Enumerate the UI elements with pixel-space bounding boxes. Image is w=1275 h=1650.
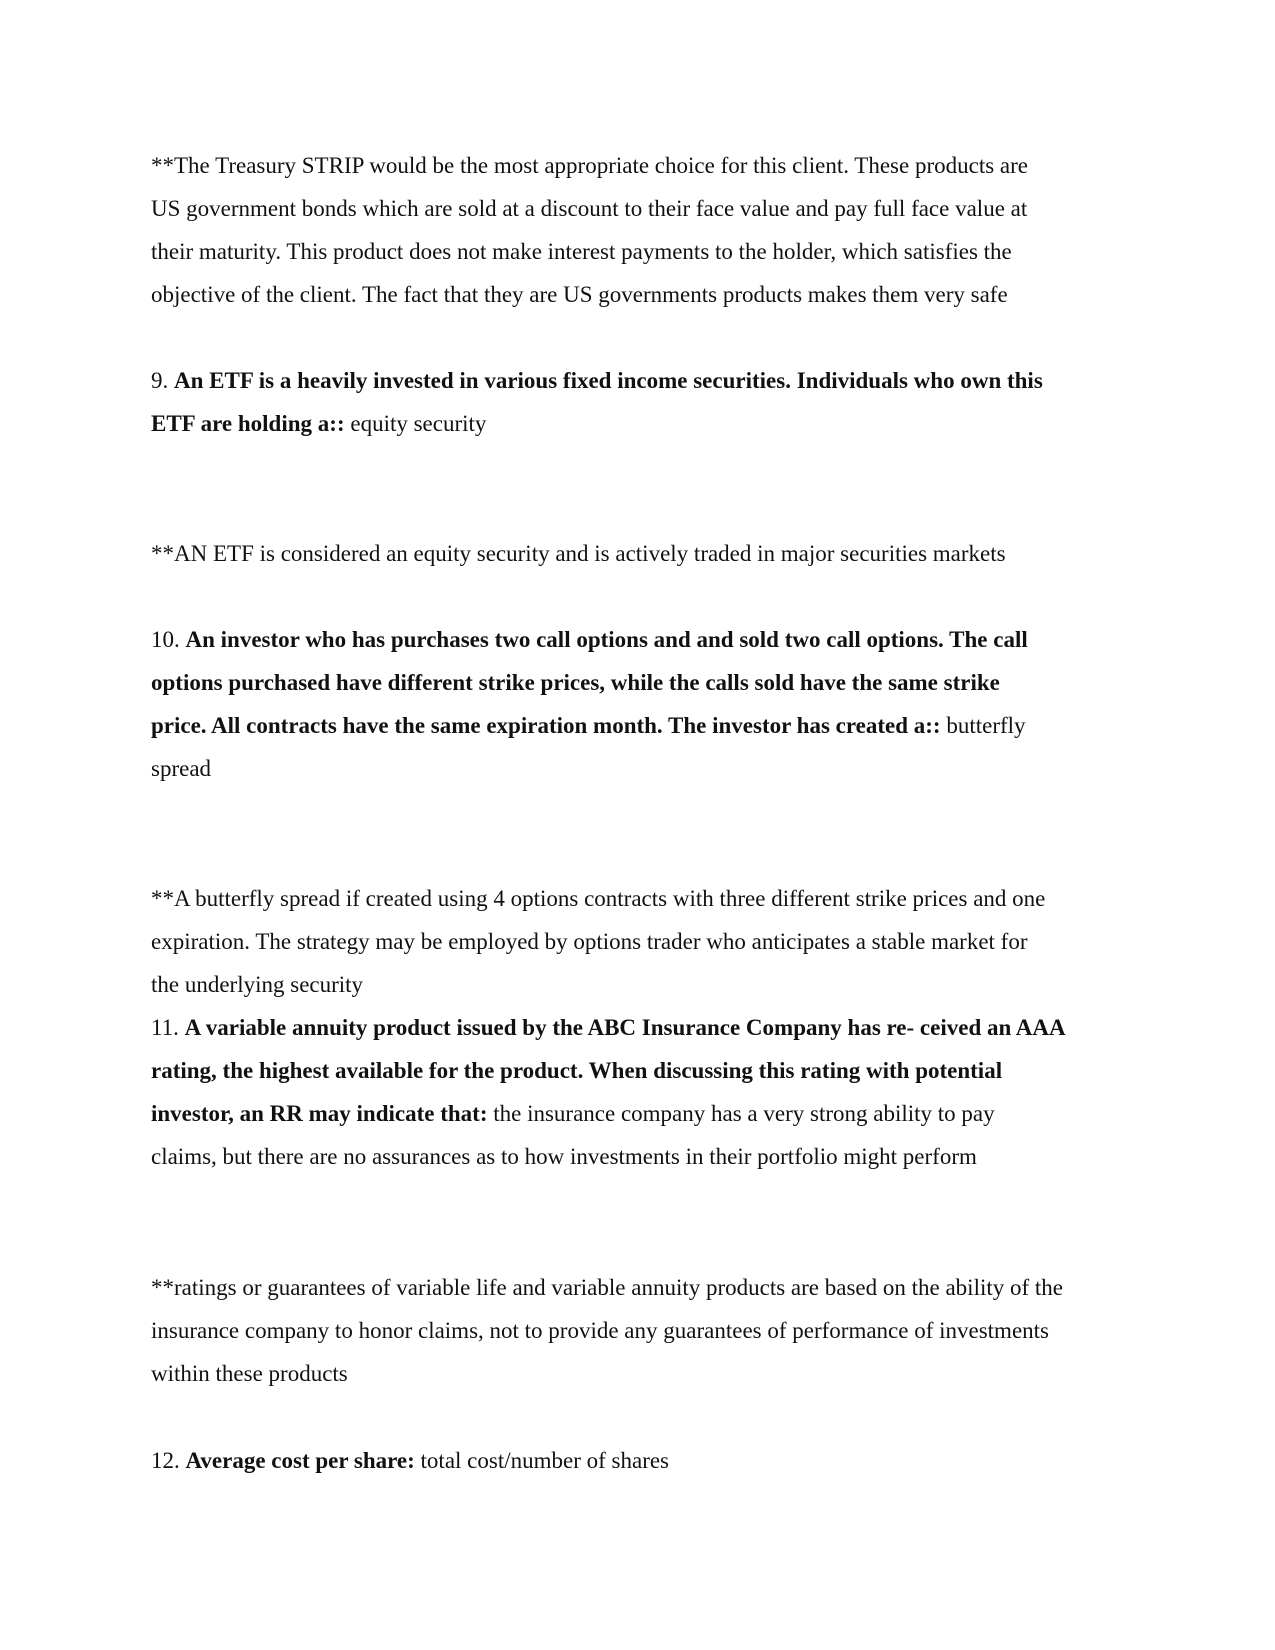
question-text: ETF are holding a::	[151, 411, 345, 436]
answer-text: claims, but there are no assurances as to how investments in their portfolio might perform	[151, 1144, 977, 1169]
text-line	[151, 1439, 1136, 1482]
question-text: An investor who has purchases two call options and and sold two call options. The call	[185, 627, 1028, 652]
question-number: 12.	[151, 1448, 186, 1473]
text-line: US government bonds which are sold at a discount to their face value and pay full face value at	[151, 196, 1028, 221]
text-line	[151, 359, 1136, 402]
text-line	[151, 747, 1136, 790]
answer-text: butterfly	[940, 713, 1026, 738]
answer-text: the insurance company has a very strong ability to pay	[487, 1101, 995, 1126]
text-line: expiration. The strategy may be employed by options trader who anticipates a stable market for	[151, 929, 1028, 954]
question-number: 10.	[151, 627, 186, 652]
text-line	[151, 1049, 1136, 1092]
text-line	[151, 704, 1136, 747]
answer-explanation-8	[151, 144, 1136, 316]
text-line: insurance company to honor claims, not to provide any guarantees of performance of investments	[151, 1318, 1049, 1343]
question-number: 9.	[151, 368, 174, 393]
text-line	[151, 1006, 1136, 1049]
question-text: investor, an RR may indicate that:	[151, 1101, 488, 1126]
text-line	[151, 1092, 1136, 1135]
text-line: **ratings or guarantees of variable life and variable annuity products are based on the ability of the	[151, 1275, 1064, 1300]
text-line: objective of the client. The fact that they are US governments products makes them very safe	[151, 282, 1008, 307]
question-number: 11.	[151, 1015, 185, 1040]
text-line: their maturity. This product does not make interest payments to the holder, which satisfies the	[151, 239, 1012, 264]
text-line: **A butterfly spread if created using 4 options contracts with three different strike prices and one	[151, 886, 1046, 911]
question-12	[151, 1439, 1136, 1482]
answer-explanation-11	[151, 1266, 1136, 1395]
question-9	[151, 359, 1136, 445]
question-text: rating, the highest available for the product. When discussing this rating with potential	[151, 1058, 1003, 1083]
answer-text: total cost/number of shares	[414, 1448, 670, 1473]
question-text: Average cost per share:	[185, 1448, 415, 1473]
question-11	[151, 1006, 1136, 1178]
answer-text: equity security	[344, 411, 487, 436]
text-line	[151, 618, 1136, 661]
question-text: An ETF is a heavily invested in various fixed income securities. Individuals who own this	[174, 368, 1043, 393]
text-line: within these products	[151, 1361, 348, 1386]
text-line	[151, 1135, 1136, 1178]
text-line	[151, 402, 1136, 445]
text-line: **AN ETF is considered an equity security and is actively traded in major securities markets	[151, 541, 1006, 566]
question-text: price. All contracts have the same expiration month. The investor has created a::	[151, 713, 941, 738]
text-line: **The Treasury STRIP would be the most appropriate choice for this client. These products are	[151, 153, 1028, 178]
question-text: options purchased have different strike prices, while the calls sold have the same strike	[151, 670, 1000, 695]
answer-text: spread	[151, 756, 212, 781]
question-10	[151, 618, 1136, 790]
text-line	[151, 661, 1136, 704]
text-line: the underlying security	[151, 972, 364, 997]
answer-explanation-10	[151, 877, 1136, 1006]
question-text: A variable annuity product issued by the ABC Insurance Company has re- ceived an AAA	[184, 1015, 1066, 1040]
answer-explanation-9	[151, 532, 1136, 575]
